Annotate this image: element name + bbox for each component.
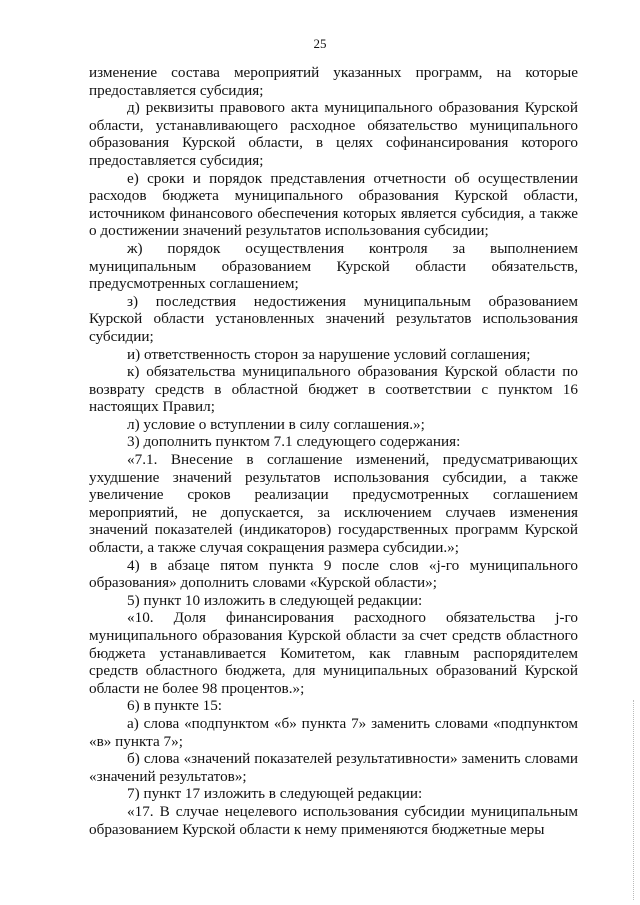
- paragraph: «7.1. Внесение в соглашение изменений, предусматривающих ухудшение значений результатов использования субсидии, а также увеличение сроков реализации предусмотренных соглашением мероприятий, не допускается, за исключением случаев изменения значений показателей (индикаторов) государственных программ Курской области, а также случая сокращения размера субсидии.»;: [89, 451, 578, 557]
- paragraph: а) слова «подпунктом «б» пункта 7» заменить словами «подпунктом «в» пункта 7»;: [89, 714, 578, 750]
- paragraph: б) слова «значений показателей результативности» заменить словами «значений результатов»;: [89, 750, 578, 785]
- page-number: 25: [313, 36, 327, 51]
- paragraph: 7) пункт 17 изложить в следующей редакции:: [127, 785, 423, 803]
- paragraph: 6) в пункте 15:: [127, 697, 223, 715]
- paragraph: «10. Доля финансирования расходного обязательства j-го муниципального образования Курской области за счет средств областного бюджета устанавливается Комитетом, как главным распорядителем средств областного бюджета, для муниципальных образований Курской области не более 98 процентов.»;: [89, 609, 578, 697]
- scan-edge-mark: [633, 700, 636, 900]
- paragraph: е) сроки и порядок представления отчетности об осуществлении расходов бюджета муниципального образования Курской области, источником финансового обеспечения которых является субсидия, а также о достижении значений результатов использования субсидии;: [89, 169, 578, 240]
- paragraph: изменение состава мероприятий указанных программ, на которые предоставляется субсидия;: [89, 64, 578, 99]
- paragraph: 3) дополнить пунктом 7.1 следующего содержания:: [127, 433, 461, 451]
- paragraph: з) последствия недостижения муниципальным образованием Курской области установленных значений результатов использования субсидии;: [89, 292, 578, 345]
- paragraph: л) условие о вступлении в силу соглашения.»;: [127, 415, 425, 433]
- paragraph: 4) в абзаце пятом пункта 9 после слов «j-го муниципального образования» дополнить словами «Курской области»;: [89, 556, 578, 592]
- paragraph: 5) пункт 10 изложить в следующей редакции:: [127, 591, 423, 609]
- document-body: [89, 64, 578, 838]
- paragraph: к) обязательства муниципального образования Курской области по возврату средств в областной бюджет в соответствии с пунктом 16 настоящих Правил;: [89, 363, 578, 416]
- paragraph: «17. В случае нецелевого использования субсидии муниципальным образованием Курской области к нему применяются бюджетные меры: [89, 802, 578, 838]
- paragraph: ж) порядок осуществления контроля за выполнением муниципальным образованием Курской области обязательств, предусмотренных соглашением;: [89, 239, 578, 293]
- paragraph: и) ответственность сторон за нарушение условий соглашения;: [127, 345, 531, 363]
- paragraph: д) реквизиты правового акта муниципального образования Курской области, устанавливающего расходное обязательство муниципального образования Курской области, в целях софинансирования которого предоставляется субсидия;: [89, 99, 578, 169]
